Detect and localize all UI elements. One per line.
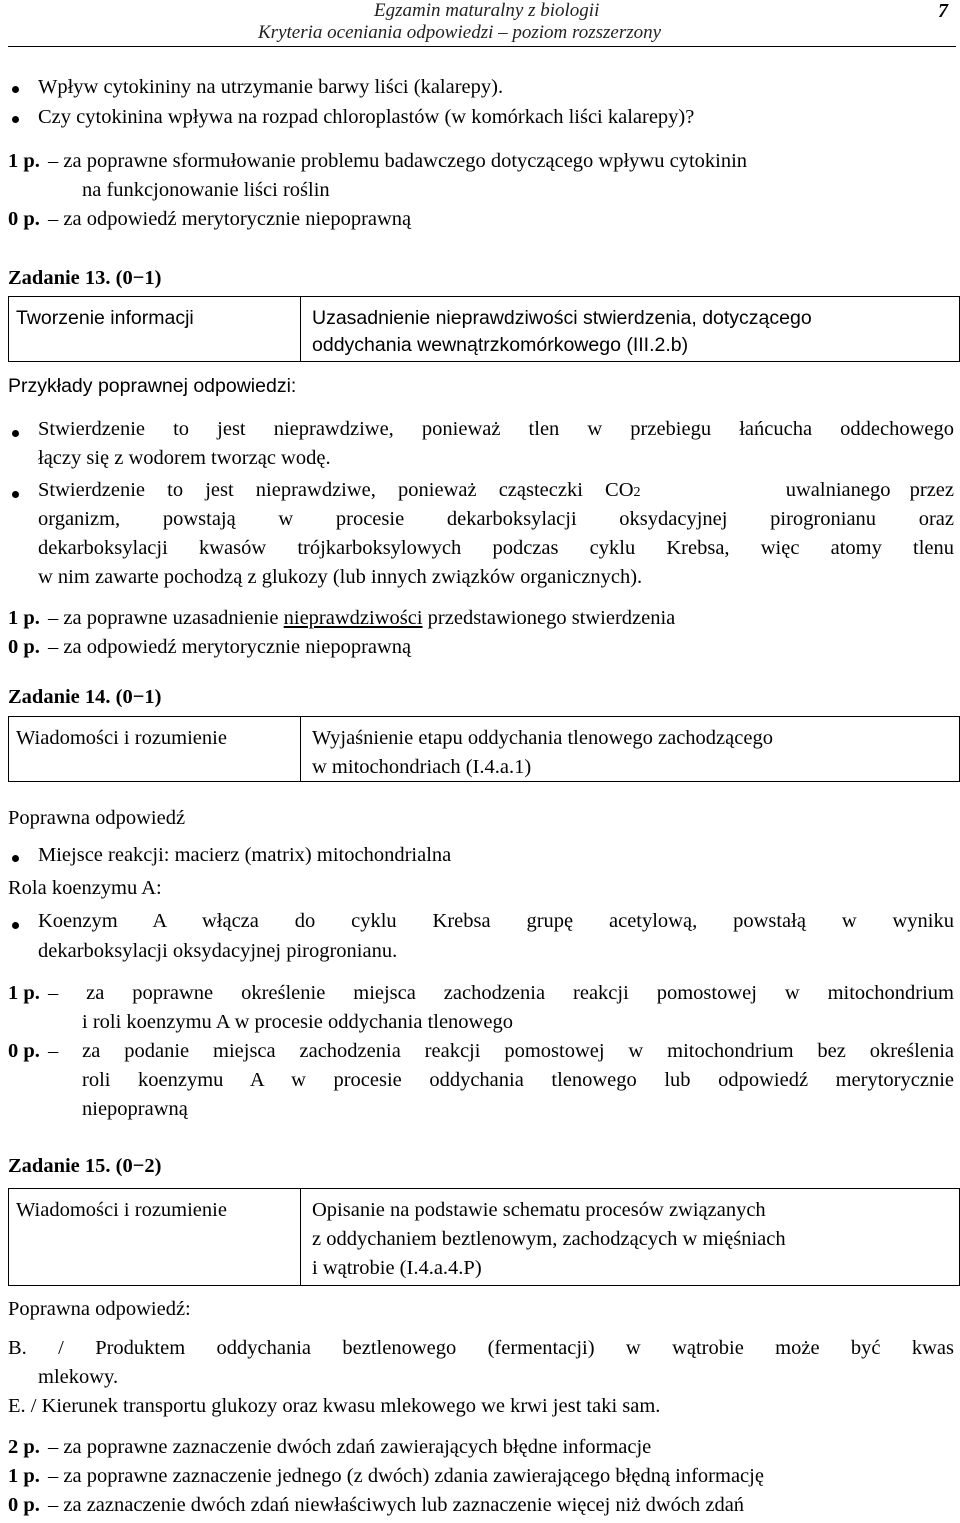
score-text: – za poprawne sformułowanie problemu badawczego dotyczącego wpływu cytokinin [48, 150, 748, 172]
score-label: 1 p. [8, 150, 40, 172]
score-text: – za poprawne zaznaczenie dwóch zdań zawierających błędne informacje [48, 1436, 652, 1458]
section-heading: Poprawna odpowiedź [8, 807, 186, 829]
requirement-text: i wątrobie (I.4.a.4.P) [312, 1257, 482, 1279]
score-text: i roli koenzymu A w procesie oddychania tlenowego [82, 1011, 513, 1033]
requirement-text: Wyjaśnienie etapu oddychania tlenowego zachodzącego [312, 727, 773, 749]
answer-text: E. / Kierunek transportu glukozy oraz kwasu mlekowego we krwi jest taki sam. [8, 1395, 661, 1417]
score-text: – za poprawne zaznaczenie jednego (z dwóch) zdania zawierającego błędną informację [48, 1465, 764, 1487]
answer-text: mlekowy. [38, 1366, 119, 1388]
table-divider [300, 1188, 301, 1285]
table-divider [300, 716, 301, 781]
requirement-text: z oddychaniem beztlenowym, zachodzących w mięśniach [312, 1228, 786, 1250]
skill-area: Wiadomości i rozumienie [16, 1199, 227, 1221]
page-number: 7 [938, 0, 948, 22]
bullet-icon [12, 430, 19, 437]
answer-text: dekarboksylacji oksydacyjnej pirogronianu. [38, 940, 398, 962]
header-rule [8, 46, 956, 47]
task-title: Zadanie 14. (0−1) [8, 686, 162, 708]
answer-text: łączy się z wodorem tworząc wodę. [38, 447, 331, 469]
bullet-icon [12, 922, 19, 929]
skill-area: Tworzenie informacji [16, 307, 194, 329]
bullet-icon [12, 855, 19, 862]
list-item: Czy cytokinina wpływa na rozpad chloroplastów (w komórkach liści kalarepy)? [38, 106, 695, 128]
skill-area: Wiadomości i rozumienie [16, 727, 227, 749]
score-text: – za poprawne określenie miejsca zachodzenia reakcji pomostowej w mitochondrium [48, 982, 954, 1004]
answer-text-part: uwalnianego przez [785, 479, 954, 501]
score-text: roli koenzymu A w procesie oddychania tlenowego lub odpowiedź merytorycznie [82, 1069, 954, 1091]
answer-text: Koenzym A włącza do cyklu Krebsa grupę acetylową, powstałą w wyniku [38, 910, 954, 932]
score-label: 0 p. [8, 1040, 40, 1062]
score-label: 0 p. [8, 1494, 40, 1516]
answer-text: B. / Produktem oddychania beztlenowego (fermentacji) w wątrobie może być kwas [8, 1337, 954, 1359]
answer-text: dekarboksylacji kwasów trójkarboksylowych podczas cyklu Krebsa, więc atomy tlenu [38, 537, 954, 559]
score-label: 1 p. [8, 982, 40, 1004]
section-heading: Rola koenzymu A: [8, 877, 162, 899]
task-title: Zadanie 15. (0−2) [8, 1155, 162, 1177]
answer-text: Miejsce reakcji: macierz (matrix) mitochondrialna [38, 844, 452, 866]
score-label: 2 p. [8, 1436, 40, 1458]
answer-text-part: Stwierdzenie to jest nieprawdziwe, ponieważ cząsteczki CO [38, 479, 634, 501]
table-divider [300, 296, 301, 361]
section-heading: Przykłady poprawnej odpowiedzi: [8, 375, 297, 397]
header-title: Egzamin maturalny z biologii [374, 0, 600, 21]
requirement-text: Opisanie na podstawie schematu procesów związanych [312, 1199, 766, 1221]
score-text: niepoprawną [82, 1098, 188, 1120]
score-text [48, 607, 675, 630]
score-label: 1 p. [8, 607, 40, 629]
score-text: – za zaznaczenie dwóch zdań niewłaściwych lub zaznaczenie więcej niż dwóch zdań [48, 1494, 745, 1516]
score-text: – za odpowiedź merytorycznie niepoprawną [48, 636, 412, 658]
score-text: na funkcjonowanie liści roślin [82, 179, 330, 201]
score-text: – za podanie miejsca zachodzenia reakcji pomostowej w mitochondrium bez określenia [48, 1040, 954, 1062]
score-text: – za odpowiedź merytorycznie niepoprawną [48, 208, 412, 230]
task-title: Zadanie 13. (0−1) [8, 267, 162, 289]
bullet-icon [12, 86, 19, 93]
answer-text [38, 479, 954, 502]
bullet-icon [12, 116, 19, 123]
score-text-part: przedstawionego stwierdzenia [422, 607, 676, 629]
answer-text: w nim zawarte pochodzą z glukozy (lub innych związków organicznych). [38, 566, 643, 588]
underlined-term: nieprawdziwości [283, 607, 423, 629]
requirement-text: oddychania wewnątrzkomórkowego (III.2.b) [312, 334, 689, 356]
section-heading: Poprawna odpowiedź: [8, 1298, 191, 1320]
score-label: 0 p. [8, 636, 40, 658]
subscript: 2 [633, 485, 641, 500]
score-label: 1 p. [8, 1465, 40, 1487]
answer-text: organizm, powstają w procesie dekarboksylacji oksydacyjnej pirogronianu oraz [38, 508, 954, 530]
score-label: 0 p. [8, 208, 40, 230]
list-item: Wpływ cytokininy na utrzymanie barwy liści (kalarepy). [38, 76, 504, 98]
requirement-text: Uzasadnienie nieprawdziwości stwierdzenia, dotyczącego [312, 307, 812, 329]
answer-text: Stwierdzenie to jest nieprawdziwe, ponieważ tlen w przebiegu łańcucha oddechowego [38, 418, 954, 440]
score-text-part: – za poprawne uzasadnienie [48, 607, 284, 629]
bullet-icon [12, 491, 19, 498]
header-subtitle: Kryteria oceniania odpowiedzi – poziom rozszerzony [258, 22, 662, 43]
requirement-text: w mitochondriach (I.4.a.1) [312, 756, 532, 778]
